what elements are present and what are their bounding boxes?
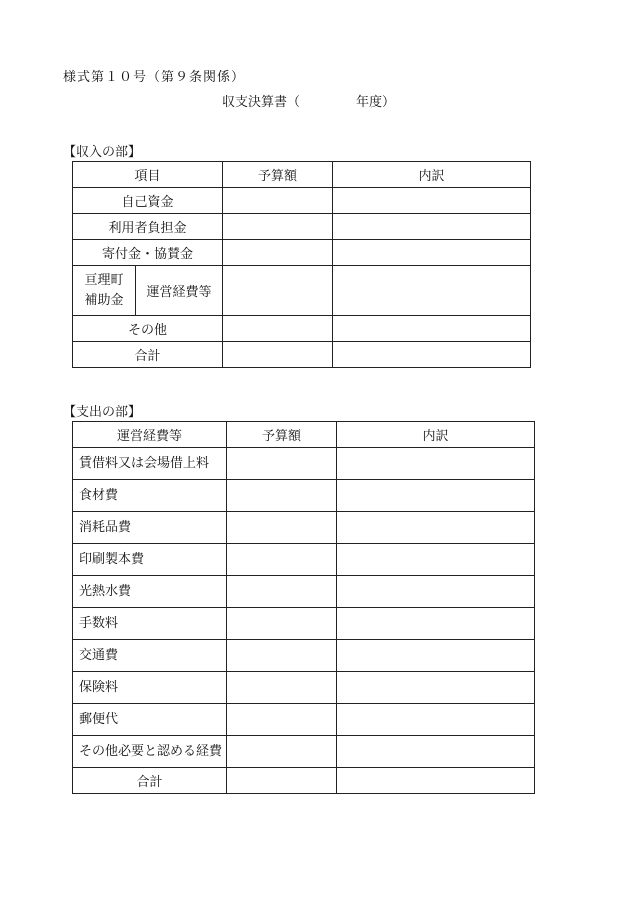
income-total-row [73, 342, 531, 368]
breakdown-cell[interactable] [333, 240, 531, 266]
budget-cell[interactable] [227, 640, 337, 672]
income-item-label: 自己資金 [73, 188, 223, 214]
budget-cell[interactable] [223, 214, 333, 240]
income-section-heading: 【収入の部】 [63, 145, 142, 160]
budget-cell[interactable] [227, 736, 337, 768]
budget-cell[interactable] [227, 672, 337, 704]
expense-section-heading: 【支出の部】 [63, 405, 142, 420]
breakdown-cell[interactable] [333, 266, 531, 316]
breakdown-cell[interactable] [337, 608, 535, 640]
form-number: 様式第１０号（第９条関係） [63, 70, 246, 85]
budget-cell[interactable] [223, 240, 333, 266]
expense-item-label: 食材費 [73, 480, 227, 512]
subsidy-group-line1: 亘理町 [84, 272, 124, 288]
table-row [73, 640, 535, 672]
budget-cell[interactable] [227, 448, 337, 480]
table-row [73, 316, 531, 342]
column-header-item: 項目 [73, 162, 223, 188]
budget-cell[interactable] [223, 316, 333, 342]
table-row [73, 544, 535, 576]
budget-cell[interactable] [227, 512, 337, 544]
expense-table [72, 421, 535, 794]
expense-item-label: 保険料 [73, 672, 227, 704]
budget-cell[interactable] [223, 266, 333, 316]
budget-cell[interactable] [227, 608, 337, 640]
budget-cell[interactable] [227, 576, 337, 608]
breakdown-cell[interactable] [337, 672, 535, 704]
column-header-budget: 予算額 [227, 422, 337, 448]
table-row [73, 608, 535, 640]
breakdown-cell[interactable] [333, 188, 531, 214]
income-total-label: 合計 [73, 342, 223, 368]
subsidy-group-label [73, 266, 136, 316]
income-table [72, 161, 531, 368]
breakdown-cell[interactable] [337, 576, 535, 608]
breakdown-cell[interactable] [337, 640, 535, 672]
expense-item-label: 消耗品費 [73, 512, 227, 544]
expense-item-label: 手数料 [73, 608, 227, 640]
expense-item-label: 郵便代 [73, 704, 227, 736]
subsidy-group-line2: 補助金 [84, 292, 124, 308]
table-row [73, 266, 531, 316]
expense-rows [73, 448, 535, 768]
budget-total-cell[interactable] [223, 342, 333, 368]
breakdown-cell[interactable] [337, 704, 535, 736]
breakdown-cell[interactable] [337, 736, 535, 768]
column-header-expense-item: 運営経費等 [73, 422, 227, 448]
expense-item-label: 賃借料又は会場借上料 [73, 448, 227, 480]
expense-item-label: 交通費 [73, 640, 227, 672]
income-item-label: その他 [73, 316, 223, 342]
column-header-budget: 予算額 [223, 162, 333, 188]
table-row [73, 704, 535, 736]
expense-header-row [73, 422, 535, 448]
expense-item-label: 印刷製本費 [73, 544, 227, 576]
table-row [73, 240, 531, 266]
table-row [73, 736, 535, 768]
column-header-breakdown: 内訳 [333, 162, 531, 188]
budget-cell[interactable] [223, 188, 333, 214]
title-suffix: 年度） [356, 95, 396, 110]
expense-item-label: その他必要と認める経費 [73, 736, 227, 768]
table-row [73, 214, 531, 240]
budget-total-cell[interactable] [227, 768, 337, 794]
table-row [73, 576, 535, 608]
breakdown-cell[interactable] [337, 768, 535, 794]
breakdown-cell[interactable] [333, 214, 531, 240]
table-row [73, 188, 531, 214]
budget-cell[interactable] [227, 480, 337, 512]
breakdown-cell[interactable] [337, 480, 535, 512]
document-title [222, 91, 395, 110]
expense-total-label: 合計 [73, 768, 227, 794]
breakdown-cell[interactable] [337, 512, 535, 544]
budget-cell[interactable] [227, 704, 337, 736]
breakdown-cell[interactable] [333, 342, 531, 368]
breakdown-cell[interactable] [337, 448, 535, 480]
table-row [73, 480, 535, 512]
income-item-label: 利用者負担金 [73, 214, 223, 240]
breakdown-cell[interactable] [333, 316, 531, 342]
budget-cell[interactable] [227, 544, 337, 576]
income-header-row [73, 162, 531, 188]
table-row [73, 512, 535, 544]
column-header-breakdown: 内訳 [337, 422, 535, 448]
table-row [73, 448, 535, 480]
subsidy-item-label: 運営経費等 [136, 266, 223, 316]
table-row [73, 672, 535, 704]
title-prefix: 収支決算書（ [222, 95, 301, 110]
expense-total-row [73, 768, 535, 794]
breakdown-cell[interactable] [337, 544, 535, 576]
expense-item-label: 光熱水費 [73, 576, 227, 608]
income-item-label: 寄付金・協賛金 [73, 240, 223, 266]
